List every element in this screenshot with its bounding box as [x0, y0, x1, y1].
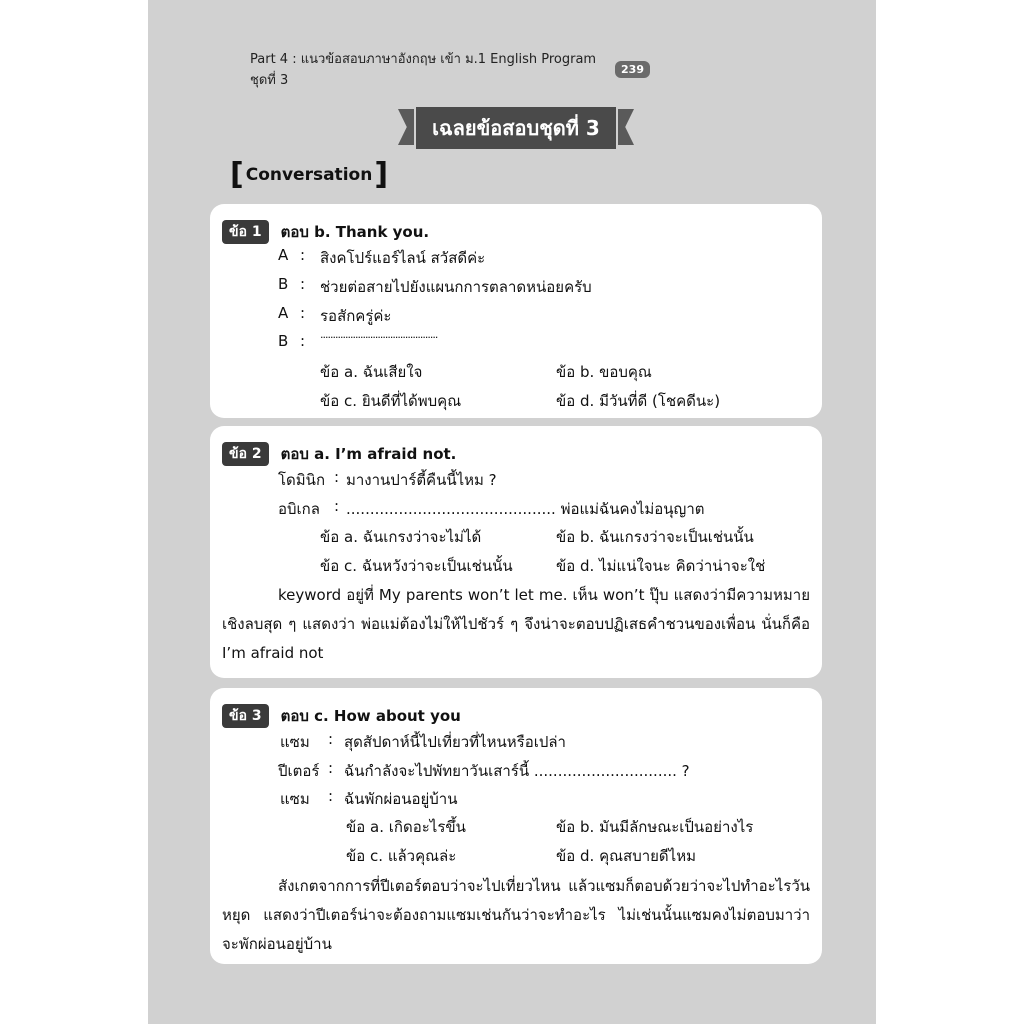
choice-c: ข้อ c. ยินดีที่ได้พบคุณ	[320, 392, 462, 410]
answer-text: ตอบ c. How about you	[280, 707, 461, 725]
choice-b: ข้อ b. มันมีลักษณะเป็นอย่างไร	[556, 818, 754, 836]
question-header	[222, 704, 461, 728]
separator: :	[334, 468, 340, 486]
bracket-open: [	[230, 157, 244, 192]
dialog-text: ฉันกำลังจะไปพัทยาวันเสาร์นี้ .............................. ?	[344, 762, 690, 780]
dialog-text: ช่วยต่อสายไปยังแผนกการตลาดหน่อยครับ	[320, 278, 592, 296]
dialog-text: สิงคโปร์แอร์ไลน์ สวัสดีค่ะ	[320, 249, 486, 267]
separator: :	[328, 787, 334, 805]
page-number-badge: 239	[615, 61, 650, 78]
choice-b: ข้อ b. ขอบคุณ	[556, 363, 652, 381]
dialog-text: มางานปาร์ตี้คืนนี้ไหม ?	[346, 471, 497, 489]
dialog-text: รอสักครู่ค่ะ	[320, 307, 392, 325]
question-badge: ข้อ 2	[222, 442, 269, 466]
choice-d: ข้อ d. ไม่แน่ใจนะ คิดว่าน่าจะใช่	[556, 557, 766, 575]
answer-key-banner	[398, 105, 634, 151]
explanation: สังเกตจากการที่ปีเตอร์ตอบว่าจะไปเที่ยวไหน แล้วแซมก็ตอบด้วยว่าจะไปทำอะไรวันหยุด แสดงว่าปีเตอร์น่าจะต้องถามแซมเช่นกันว่าจะทำอะไร ไม่เช่นนั้นแซมคงไม่ตอบมาว่า จะพักผ่อนอยู่บ้าน	[222, 877, 810, 953]
separator: :	[328, 730, 334, 748]
question-card-1	[210, 204, 822, 418]
choice-b: ข้อ b. ฉันเกรงว่าจะเป็นเช่นนั้น	[556, 528, 754, 546]
speaker: B	[278, 332, 289, 350]
dialog-text: สุดสัปดาห์นี้ไปเที่ยวที่ไหนหรือเปล่า	[344, 733, 566, 751]
separator: :	[300, 275, 306, 293]
answer-blank: ...............................................	[320, 328, 438, 341]
speaker: แซม	[280, 733, 310, 751]
section-title: Conversation	[245, 165, 373, 185]
dialog-text: ............................................ พ่อแม่ฉันคงไม่อนุญาต	[346, 500, 705, 518]
section-heading	[228, 157, 390, 192]
separator: :	[328, 759, 334, 777]
separator: :	[334, 497, 340, 515]
page-header	[250, 52, 650, 88]
speaker: A	[278, 304, 289, 322]
separator: :	[300, 246, 306, 264]
speaker: อบิเกล	[278, 500, 320, 518]
question-header	[222, 442, 456, 466]
speaker: B	[278, 275, 289, 293]
bracket-close: ]	[374, 157, 389, 192]
question-card-3	[210, 688, 822, 964]
answer-text: ตอบ a. I’m afraid not.	[280, 445, 457, 463]
speaker: โดมินิก	[278, 471, 326, 489]
choice-a: ข้อ a. ฉันเสียใจ	[320, 363, 423, 381]
question-badge: ข้อ 3	[222, 704, 269, 728]
choice-a: ข้อ a. เกิดอะไรขึ้น	[346, 818, 466, 836]
speaker: A	[278, 246, 289, 264]
answer-text: ตอบ b. Thank you.	[280, 223, 430, 241]
choice-d: ข้อ d. มีวันที่ดี (โชคดีนะ)	[556, 392, 721, 410]
speaker: แซม	[280, 790, 310, 808]
separator: :	[300, 332, 306, 350]
explanation: keyword อยู่ที่ My parents won’t let me. เห็น won’t ปุ๊บ แสดงว่ามีความหมายเชิงลบสุด ๆ แสดงว่า พ่อแม่ต้องไม่ให้ไปชัวร์ ๆ จึงน่าจะตอบปฏิเสธคำชวนของเพื่อน นั่นก็คือ I’m afraid not	[222, 586, 810, 662]
header-title: Part 4 : แนวข้อสอบภาษาอังกฤษ เข้า ม.1 English Program ชุดที่ 3	[250, 52, 597, 88]
dialog-text: ฉันพักผ่อนอยู่บ้าน	[344, 790, 458, 808]
choice-c: ข้อ c. แล้วคุณล่ะ	[346, 847, 457, 865]
choice-a: ข้อ a. ฉันเกรงว่าจะไม่ได้	[320, 528, 482, 546]
banner-title: เฉลยข้อสอบชุดที่ 3	[414, 105, 618, 151]
choice-d: ข้อ d. คุณสบายดีไหม	[556, 847, 696, 865]
question-header	[222, 220, 429, 244]
choice-c: ข้อ c. ฉันหวังว่าจะเป็นเช่นนั้น	[320, 557, 513, 575]
speaker: ปีเตอร์	[278, 762, 320, 780]
question-card-2	[210, 426, 822, 678]
question-badge: ข้อ 1	[222, 220, 269, 244]
separator: :	[300, 304, 306, 322]
